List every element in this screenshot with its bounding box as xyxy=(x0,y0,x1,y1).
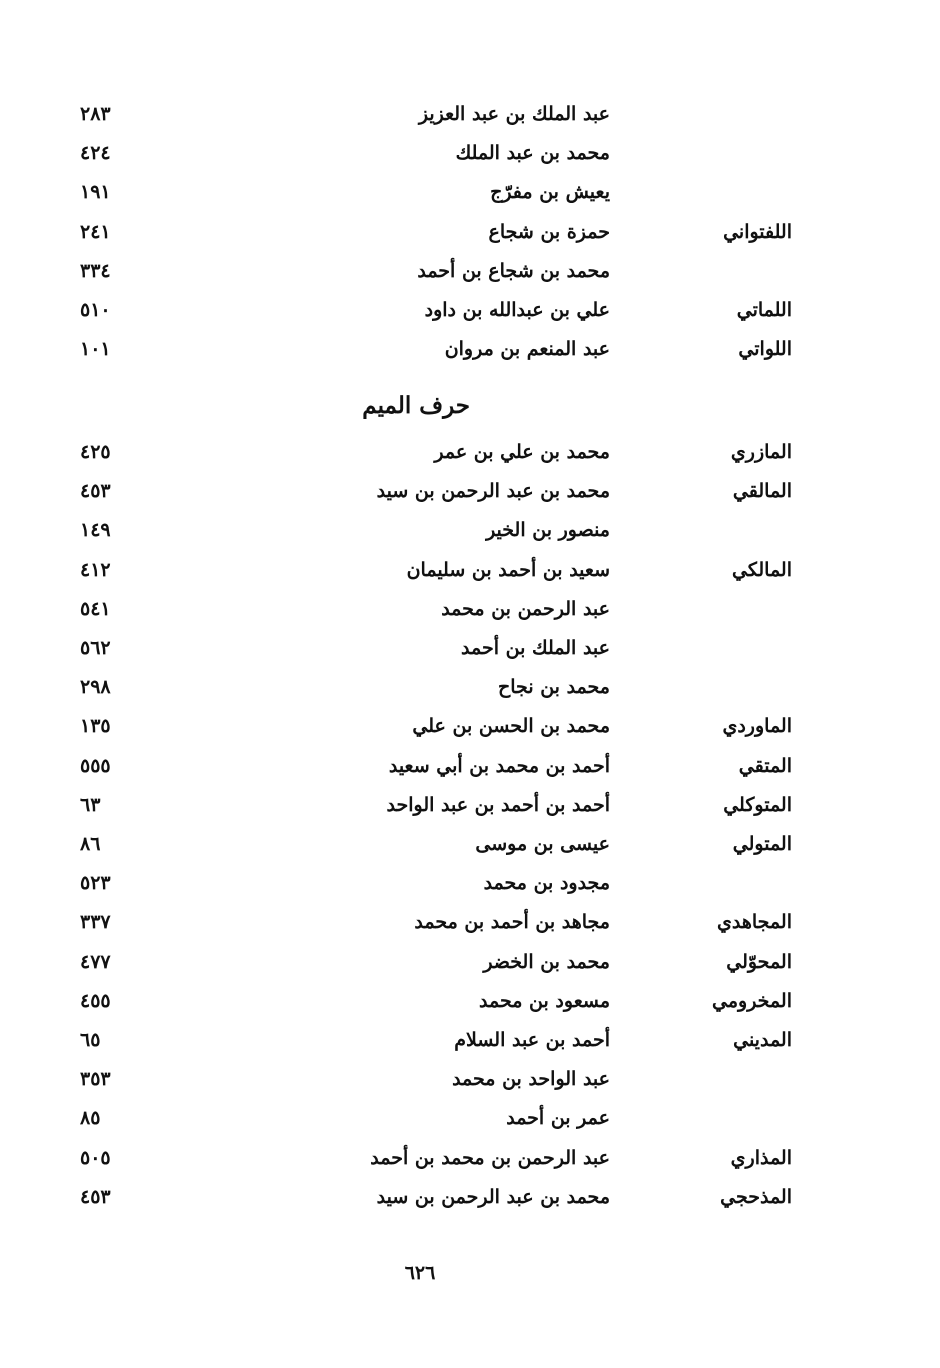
entry-nisba: المحوّلي xyxy=(726,950,792,973)
index-entry xyxy=(0,135,940,171)
entry-name: عبد المنعم بن مروان xyxy=(444,338,610,361)
index-entry xyxy=(0,434,940,470)
entry-name: عبد الواحد بن محمد xyxy=(452,1068,610,1091)
entry-nisba: اللماتي xyxy=(736,299,792,321)
index-entry xyxy=(0,630,940,666)
index-entry xyxy=(0,96,940,132)
entry-name: مجاهد بن أحمد بن محمد xyxy=(414,911,610,934)
entry-page-number: ٣٣٤ xyxy=(80,259,111,282)
entry-page-number: ١٤٩ xyxy=(80,519,111,542)
entry-name: مسعود بن محمد xyxy=(479,989,610,1012)
entry-page-number: ٤٥٣ xyxy=(80,1185,111,1208)
section-heading-text: حرف الميم xyxy=(362,392,470,419)
entry-page-number: ٢٨٣ xyxy=(80,103,111,125)
entry-page-number: ٨٥ xyxy=(80,1107,101,1130)
index-entry xyxy=(0,1061,940,1097)
entry-name: محمد بن شجاع بن أحمد xyxy=(417,259,610,282)
index-entry xyxy=(0,904,940,940)
entry-page-number: ٤٥٣ xyxy=(80,480,111,503)
entry-name: عبد الملك بن أحمد xyxy=(461,637,610,659)
entry-nisba: المالقي xyxy=(732,480,792,503)
entry-page-number: ٨٦ xyxy=(80,833,101,855)
entry-page-number: ٣٥٣ xyxy=(80,1068,111,1091)
entry-page-number: ١٠١ xyxy=(80,338,111,361)
entry-name: يعيش بن مفرّج xyxy=(490,181,610,204)
entry-nisba: الماوردي xyxy=(722,715,792,738)
index-entry xyxy=(0,214,940,250)
entry-page-number: ٤٢٥ xyxy=(80,441,111,463)
index-entry xyxy=(0,473,940,509)
entry-nisba: المتوكلي xyxy=(723,793,792,816)
entry-name: عيسى بن موسى xyxy=(475,833,610,855)
entry-page-number: ٤٢٤ xyxy=(80,142,111,165)
entry-name: أحمد بن عبد السلام xyxy=(454,1029,610,1051)
entry-nisba: المازري xyxy=(730,441,792,463)
entry-name: محمد بن نجاح xyxy=(498,676,610,699)
entry-name: منصور بن الخير xyxy=(486,519,610,542)
entry-nisba: اللواتي xyxy=(738,338,792,361)
entry-name: محمد بن عبد الرحمن بن سيد xyxy=(376,480,610,503)
entry-name: مجدود بن محمد xyxy=(483,872,610,895)
index-entry xyxy=(0,292,940,328)
entry-page-number: ٥٦٢ xyxy=(80,637,111,659)
index-entry xyxy=(0,708,940,744)
index-entry xyxy=(0,944,940,980)
entry-name: أحمد بن محمد بن أبي سعيد xyxy=(388,754,610,777)
index-entry xyxy=(0,552,940,588)
entry-name: محمد بن علي بن عمر xyxy=(434,441,610,463)
entry-page-number: ٥١٠ xyxy=(80,299,111,321)
entry-page-number: ٣٣٧ xyxy=(80,911,111,934)
index-entry xyxy=(0,787,940,823)
entry-name: محمد بن عبد الرحمن بن سيد xyxy=(376,1185,610,1208)
section-heading xyxy=(0,386,940,426)
entry-nisba: المتقي xyxy=(738,754,792,777)
entry-page-number: ٦٣ xyxy=(80,793,101,816)
entry-page-number: ٢٤١ xyxy=(80,220,111,243)
entry-nisba: المذحجي xyxy=(720,1185,792,1208)
entry-nisba: المجاهدي xyxy=(717,911,792,934)
entry-page-number: ٤٥٥ xyxy=(80,989,111,1012)
index-entry xyxy=(0,826,940,862)
entry-page-number: ١٣٥ xyxy=(80,715,111,738)
entry-name: علي بن عبدالله بن داود xyxy=(424,299,610,321)
index-entry xyxy=(0,1179,940,1215)
entry-page-number: ٦٥ xyxy=(80,1029,101,1051)
entry-page-number: ٤١٢ xyxy=(80,558,111,581)
entry-name: عبد الرحمن بن محمد xyxy=(441,597,610,620)
entry-nisba: المالكي xyxy=(732,558,792,581)
entry-name: محمد بن الخضر xyxy=(483,950,610,973)
entry-name: محمد بن الحسن بن علي xyxy=(412,715,610,738)
index-entry xyxy=(0,865,940,901)
entry-page-number: ٢٩٨ xyxy=(80,676,111,699)
index-entry xyxy=(0,1140,940,1176)
index-entry xyxy=(0,1022,940,1058)
entry-name: حمزة بن شجاع xyxy=(488,220,610,243)
entry-nisba: المذاري xyxy=(730,1146,792,1169)
entry-nisba: المديني xyxy=(733,1029,792,1051)
entry-name: عمر بن أحمد xyxy=(506,1107,610,1130)
entry-page-number: ٥٢٣ xyxy=(80,872,111,895)
entry-nisba: المتولي xyxy=(732,833,792,855)
entry-page-number: ٥٠٥ xyxy=(80,1146,111,1169)
entry-page-number: ١٩١ xyxy=(80,181,111,204)
index-entry xyxy=(0,512,940,548)
index-entry xyxy=(0,331,940,367)
index-entry xyxy=(0,1100,940,1136)
entry-nisba: المخرومي xyxy=(712,989,792,1012)
index-entry xyxy=(0,748,940,784)
entry-page-number: ٥٥٥ xyxy=(80,754,111,777)
entry-name: عبد الملك بن عبد العزيز xyxy=(418,103,610,125)
entry-page-number: ٥٤١ xyxy=(80,597,111,620)
index-entry xyxy=(0,253,940,289)
entry-nisba: اللفتواني xyxy=(723,220,792,243)
entry-name: محمد بن عبد الملك xyxy=(455,142,610,165)
index-entry xyxy=(0,983,940,1019)
index-entry xyxy=(0,174,940,210)
entry-name: عبد الرحمن بن محمد بن أحمد xyxy=(370,1146,610,1169)
page-number: ٦٢٦ xyxy=(404,1262,436,1284)
entry-page-number: ٤٧٧ xyxy=(80,950,111,973)
entry-name: أحمد بن أحمد بن عبد الواحد xyxy=(386,793,610,816)
index-entry xyxy=(0,669,940,705)
entry-name: سعيد بن أحمد بن سليمان xyxy=(406,558,610,581)
index-entry xyxy=(0,591,940,627)
